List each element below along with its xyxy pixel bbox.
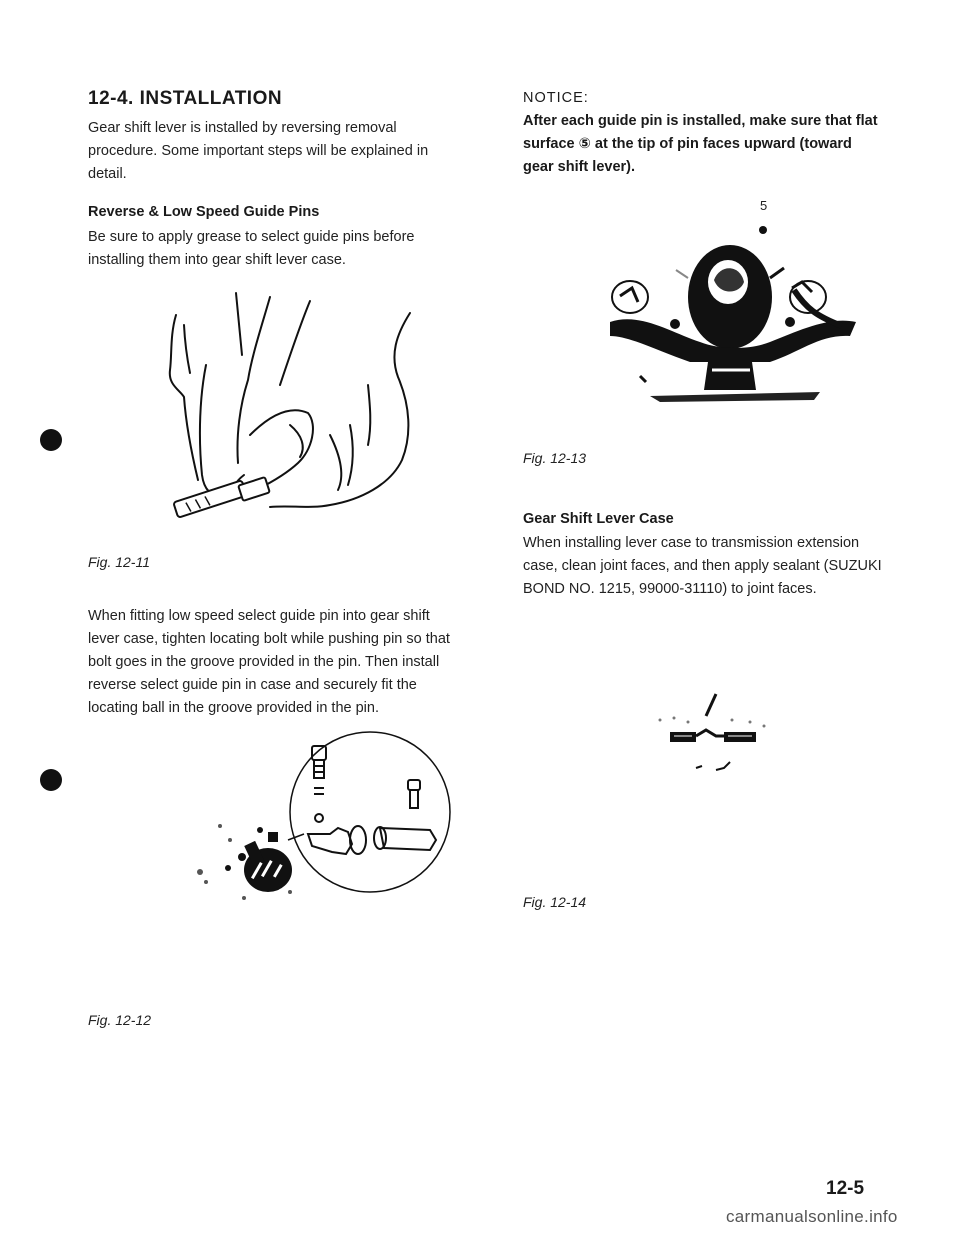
binder-hole-top xyxy=(40,429,62,451)
fig-12-13-callout-number: 5 xyxy=(760,198,768,213)
page-number: 12-5 xyxy=(826,1178,865,1199)
subheading-lever-case: Gear Shift Lever Case xyxy=(523,511,674,527)
fig-12-13-caption: Fig. 12-13 xyxy=(523,450,587,466)
fitting-paragraph: When fitting low speed select guide pin into gear shift lever case, tighten locating bolt while pushing pin so that bolt goes in the groove provided in the pin. Then install reverse select guide pin in case and securely fit the locating ball in the groove provided in the pin. xyxy=(88,608,450,716)
fig-12-11-caption: Fig. 12-11 xyxy=(88,554,150,570)
watermark: carmanualsonline.info xyxy=(726,1207,898,1226)
fig-12-14-joint-faces-photo xyxy=(640,686,780,786)
fig-12-14-caption: Fig. 12-14 xyxy=(523,894,587,910)
fig-12-12-caption: Fig. 12-12 xyxy=(88,1012,152,1028)
notice-paragraph: After each guide pin is installed, make sure that flat surface ⑤ at the tip of pin faces upward (toward gear shift lever). xyxy=(523,113,878,175)
fig-12-11-hand-illustration xyxy=(140,285,440,530)
binder-hole-bottom xyxy=(40,769,62,791)
intro-paragraph: Gear shift lever is installed by reversing removal procedure. Some important steps will be explained in detail. xyxy=(88,120,429,182)
notice-label: NOTICE: xyxy=(523,90,589,106)
grease-paragraph: Be sure to apply grease to select guide pins before installing them into gear shift lever case. xyxy=(88,229,415,268)
fig-12-12-guide-pin-illustration xyxy=(180,722,465,907)
fig-12-13-lever-case-photo xyxy=(580,212,880,412)
lever-case-paragraph: When installing lever case to transmission extension case, clean joint faces, and then apply sealant (SUZUKI BOND NO. 1215, 99000-31110) to joint faces. xyxy=(523,535,882,597)
subheading-guide-pins: Reverse & Low Speed Guide Pins xyxy=(88,204,320,220)
section-heading: 12-4. INSTALLATION xyxy=(88,88,283,109)
